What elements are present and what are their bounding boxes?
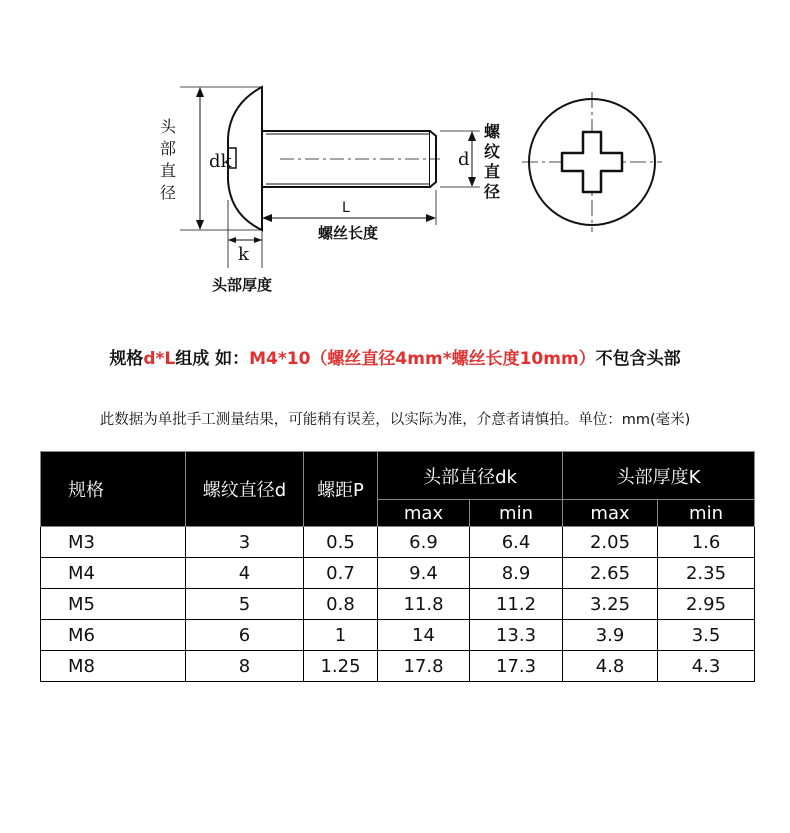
table-row bbox=[41, 527, 755, 558]
cell-spec: M5 bbox=[41, 589, 186, 620]
cell-dk-min: 13.3 bbox=[470, 620, 563, 651]
cell-thread: 6 bbox=[186, 620, 304, 651]
cell-pitch: 0.7 bbox=[304, 558, 378, 589]
cell-thread: 4 bbox=[186, 558, 304, 589]
spec-description: 规格d*L组成 如：M4*10（螺丝直径4mm*螺丝长度10mm）不包含头部 bbox=[109, 349, 681, 369]
header-k-max: max bbox=[563, 500, 658, 527]
svg-text:头: 头 bbox=[160, 117, 177, 136]
cell-pitch: 1 bbox=[304, 620, 378, 651]
header-pitch: 螺距P bbox=[304, 452, 378, 527]
cell-dk-max: 11.8 bbox=[378, 589, 470, 620]
cell-dk-max: 14 bbox=[378, 620, 470, 651]
header-spec: 规格 bbox=[41, 452, 186, 527]
header-head-diameter: 头部直径dk bbox=[378, 452, 563, 500]
cell-k-min: 2.35 bbox=[658, 558, 755, 589]
svg-text:部: 部 bbox=[160, 139, 177, 158]
svg-text:螺: 螺 bbox=[484, 122, 501, 141]
cell-thread: 3 bbox=[186, 527, 304, 558]
cell-k-min: 3.5 bbox=[658, 620, 755, 651]
cell-spec: M4 bbox=[41, 558, 186, 589]
d-symbol: d bbox=[458, 149, 470, 170]
cell-k-max: 3.25 bbox=[563, 589, 658, 620]
screw-length-label: 螺丝长度 bbox=[318, 224, 379, 242]
cell-thread: 8 bbox=[186, 651, 304, 682]
cell-spec: M8 bbox=[41, 651, 186, 682]
cell-pitch: 0.8 bbox=[304, 589, 378, 620]
cell-thread: 5 bbox=[186, 589, 304, 620]
head-thickness-label: 头部厚度 bbox=[212, 276, 273, 294]
cell-dk-max: 6.9 bbox=[378, 527, 470, 558]
svg-text:径: 径 bbox=[484, 182, 501, 201]
screw-head-shape bbox=[228, 87, 262, 230]
cell-dk-min: 8.9 bbox=[470, 558, 563, 589]
cell-dk-max: 9.4 bbox=[378, 558, 470, 589]
svg-text:直: 直 bbox=[160, 161, 177, 180]
header-k-min: min bbox=[658, 500, 755, 527]
L-symbol: L bbox=[342, 200, 350, 216]
head-diameter-label bbox=[160, 117, 177, 202]
cell-k-max: 2.05 bbox=[563, 527, 658, 558]
cell-pitch: 0.5 bbox=[304, 527, 378, 558]
k-symbol: k bbox=[238, 244, 249, 265]
cell-dk-min: 6.4 bbox=[470, 527, 563, 558]
thread-diameter-label bbox=[483, 122, 501, 201]
header-head-thickness: 头部厚度K bbox=[563, 452, 755, 500]
dk-symbol: dk bbox=[209, 151, 232, 172]
header-dk-max: max bbox=[378, 500, 470, 527]
svg-text:直: 直 bbox=[484, 162, 501, 181]
cell-k-max: 4.8 bbox=[563, 651, 658, 682]
cell-dk-min: 11.2 bbox=[470, 589, 563, 620]
cell-spec: M6 bbox=[41, 620, 186, 651]
table-row bbox=[41, 620, 755, 651]
cell-k-min: 2.95 bbox=[658, 589, 755, 620]
cell-dk-max: 17.8 bbox=[378, 651, 470, 682]
header-thread-diameter: 螺纹直径d bbox=[186, 452, 304, 527]
cell-pitch: 1.25 bbox=[304, 651, 378, 682]
table-row bbox=[41, 651, 755, 682]
cell-dk-min: 17.3 bbox=[470, 651, 563, 682]
header-dk-min: min bbox=[470, 500, 563, 527]
cell-spec: M3 bbox=[41, 527, 186, 558]
table-row bbox=[41, 589, 755, 620]
cell-k-min: 1.6 bbox=[658, 527, 755, 558]
spec-table bbox=[40, 451, 755, 682]
cell-k-max: 2.65 bbox=[563, 558, 658, 589]
table-row bbox=[41, 558, 755, 589]
cell-k-min: 4.3 bbox=[658, 651, 755, 682]
svg-text:纹: 纹 bbox=[484, 142, 501, 161]
screw-diagram bbox=[0, 0, 790, 300]
svg-text:径: 径 bbox=[160, 183, 177, 202]
measurement-note: 此数据为单批手工测量结果，可能稍有误差，以实际为准，介意者请慎拍。单位：mm(毫米) bbox=[99, 412, 691, 428]
cell-k-max: 3.9 bbox=[563, 620, 658, 651]
